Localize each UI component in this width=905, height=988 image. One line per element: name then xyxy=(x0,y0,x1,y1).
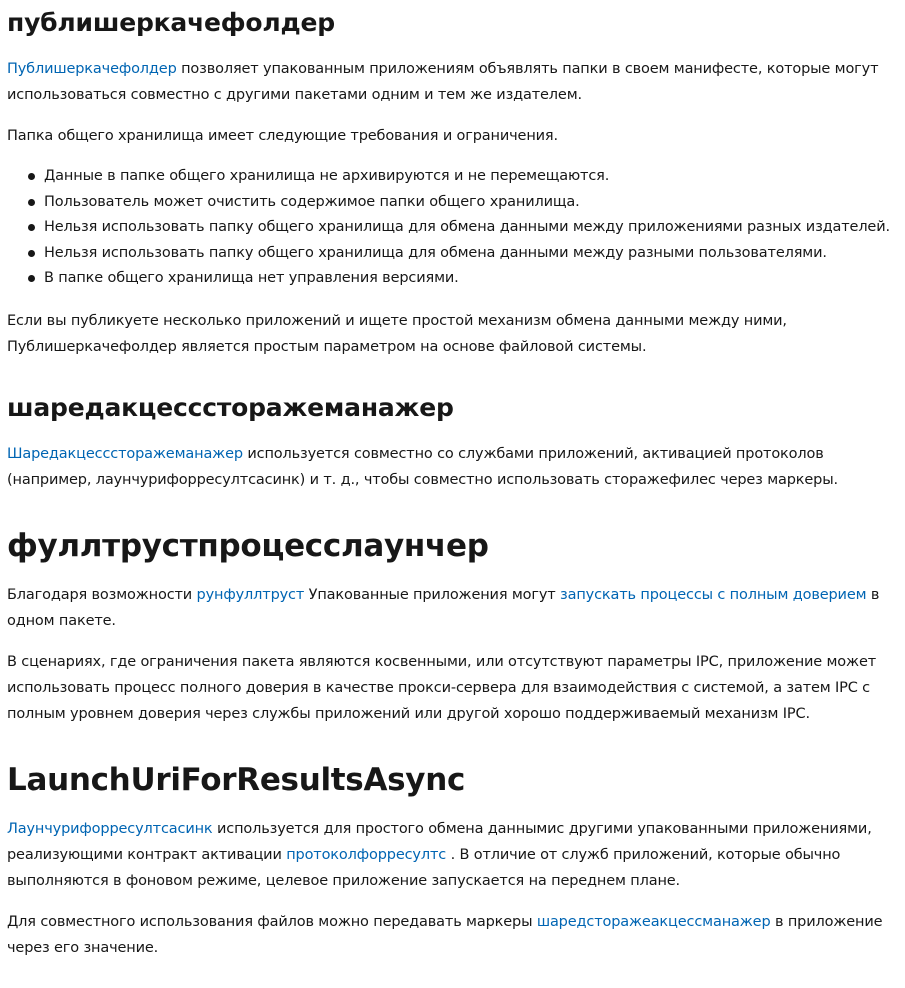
list-item: Нельзя использовать папку общего хранилища для обмена данными между разными пользователями. xyxy=(28,241,898,267)
link-launch-full-trust-processes[interactable]: запускать процессы с полным доверием xyxy=(560,586,867,603)
heading-publisher-cache-folder: публишеркачефолдер xyxy=(7,8,335,37)
list-item: В папке общего хранилища нет управления версиями. xyxy=(28,266,898,292)
link-protocol-for-results[interactable]: протоколфорресултс xyxy=(286,846,447,863)
paragraph-run-full-trust: Благодаря возможности рунфуллтруст Упакованные приложения могут запускать процессы с полным доверием в одном пакете. xyxy=(7,586,880,629)
link-shared-access-storage-manager[interactable]: Шаредакцесссторажеманажер xyxy=(7,445,243,462)
list-item: Пользователь может очистить содержимое папки общего хранилища. xyxy=(28,190,898,216)
list-item: Нельзя использовать папку общего хранилища для обмена данными между приложениями разных издателей. xyxy=(28,215,898,241)
paragraph-publisher-cache-intro: Публишеркачефолдер позволяет упакованным приложениям объявлять папки в своем манифесте, которые могут использоваться совместно с другими пакетами одним и тем же издателем. xyxy=(7,61,879,103)
paragraph-launch-uri-for-results: Лаунчурифорресултсасинк используется для простого обмена даннымис другими упакованными приложениями, реализующими контракт активации протоколфорресултс . В отличие от служб приложений, которые обычно выполняются в фоновом режиме, целевое приложение запускается на переднем плане. xyxy=(7,820,872,889)
link-run-full-trust[interactable]: рунфуллтруст xyxy=(196,586,305,603)
list-item: Данные в папке общего хранилища не архивируются и не перемещаются. xyxy=(28,164,898,190)
link-shared-storage-access-manager[interactable]: шаредсторажеакцессманажер xyxy=(536,913,771,930)
link-launch-uri-for-results-async[interactable]: Лаунчурифорресултсасинк xyxy=(7,820,213,837)
paragraph-file-sharing-tokens: Для совместного использования файлов можно передавать маркеры шаредсторажеакцессманажер в приложение через его значение. xyxy=(7,913,883,956)
paragraph-publisher-cache-summary: Если вы публикуете несколько приложений и ищете простой механизм обмена данными между ними, Публишеркачефолдер является простым параметром на основе файловой системы. xyxy=(7,312,787,355)
requirements-list xyxy=(7,164,898,292)
paragraph-shared-storage-requirements: Папка общего хранилища имеет следующие требования и ограничения. xyxy=(7,128,558,144)
heading-full-trust-process-launcher: фуллтрустпроцесслаунчер xyxy=(7,527,489,564)
paragraph-full-trust-proxy: В сценариях, где ограничения пакета являются косвенными, или отсутствуют параметры IPC, приложение может использовать процесс полного доверия в качестве прокси-сервера для взаимодействия с системой, а затем IPC с полным уровнем доверия через службы приложений или другой хорошо поддерживаемый механизм IPC. xyxy=(7,653,877,722)
heading-launch-uri-for-results-async: LaunchUriForResultsAsync xyxy=(7,761,466,798)
link-publisher-cache-folder[interactable]: Публишеркачефолдер xyxy=(7,61,177,77)
paragraph-shared-access-storage-manager: Шаредакцесссторажеманажер используется совместно со службами приложений, активацией протоколов (например, лаунчурифорресултсасинк) и т. д., чтобы совместно использовать сторажефилес через маркеры. xyxy=(7,445,838,488)
heading-shared-access-storage-manager: шаредакцесссторажеманажер xyxy=(7,392,454,422)
